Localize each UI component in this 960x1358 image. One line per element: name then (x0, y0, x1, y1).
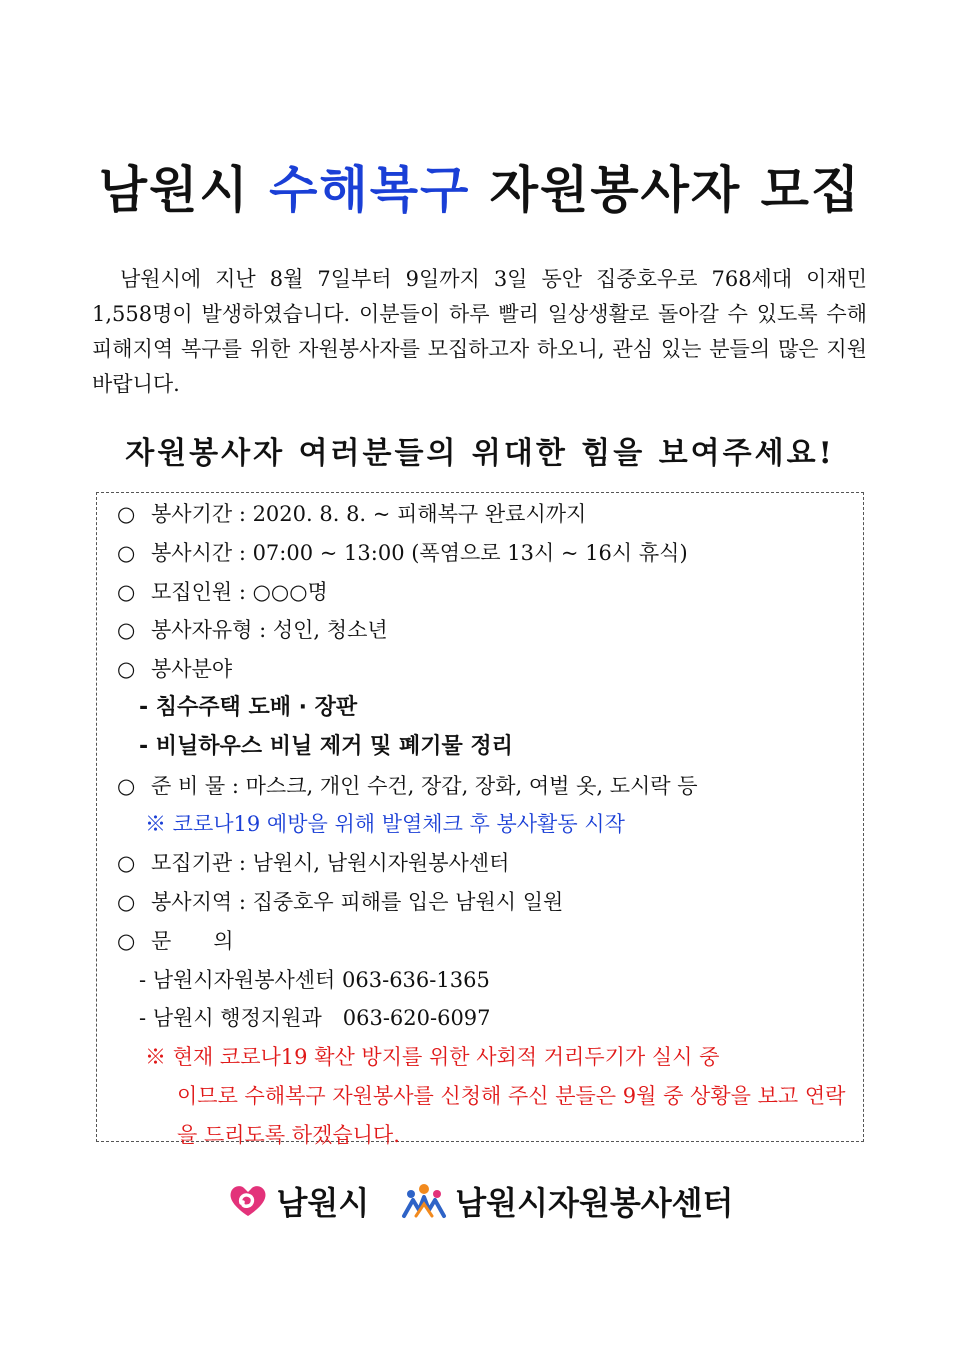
footer-org-2: 남원시자원봉사센터 (455, 1184, 734, 1222)
bullet-icon: ○ (117, 657, 136, 682)
namwon-city-logo (227, 1178, 370, 1224)
bullet-icon: ○ (117, 889, 136, 914)
info-row-area: ○ 봉사지역 : 집중호우 피해를 입은 남원시 일원 (117, 883, 863, 922)
field-item-1: - 침수주택 도배 · 장판 (139, 694, 358, 720)
field-item-2: - 비닐하우스 비닐 제거 및 폐기물 정리 (139, 733, 513, 759)
notice-line-1: ※ 현재 코로나19 확산 방지를 위한 사회적 거리두기가 실시 중 (145, 1045, 720, 1070)
title-part1: 남원시 (98, 161, 250, 219)
volunteer-people-icon (401, 1182, 447, 1220)
slogan: 자원봉사자 여러분들의 위대한 힘을 보여주세요! (125, 436, 835, 471)
bullet-icon: ○ (117, 502, 136, 526)
covid-note: ※ 코로나19 예방을 위해 발열체크 후 봉사활동 시작 (145, 812, 625, 837)
intro-paragraph: 남원시에 지난 8월 7일부터 9일까지 3일 동안 집중호우로 768세대 이재민 1,558명이 발생하였습니다. 이분들이 하루 빨리 일상생활로 돌아갈 수 있도록 수해 피해지역 복구를 위한 자원봉사자를 모집하고자 하오니, 관심 있는 분들의 많은 지원 바랍니다. (92, 267, 867, 396)
info-row-inquiry: ○ 문 의 (117, 922, 863, 961)
bullet-icon: ○ (117, 928, 136, 953)
page-title (0, 150, 960, 222)
info-row-supplies: ○ 준 비 물 : 마스크, 개인 수건, 장갑, 장화, 여벌 옷, 도시락 등 (117, 767, 863, 806)
contact-1: - 남원시자원봉사센터 063-636-1365 (139, 967, 490, 992)
volunteer-center-logo (401, 1178, 733, 1224)
bullet-icon: ○ (117, 851, 136, 876)
info-box (96, 492, 864, 1147)
notice-rest: 이므로 수해복구 자원봉사를 신청해 주신 분들은 9월 중 상황을 보고 연락을 드리도록 하겠습니다. (177, 1083, 846, 1147)
info-row-agency: ○ 모집기관 : 남원시, 남원시자원봉사센터 (117, 844, 863, 883)
title-part3: 자원봉사자 모집 (489, 161, 862, 219)
info-row-field: ○ 봉사분야 (117, 650, 863, 689)
contact-2: - 남원시 행정지원과 063-620-6097 (139, 1006, 491, 1031)
info-row-type: ○ 봉사자유형 : 성인, 청소년 (117, 611, 863, 650)
bullet-icon: ○ (117, 773, 136, 798)
bullet-icon: ○ (117, 579, 136, 604)
info-row-recruit: ○ 모집인원 : ○○○명 (117, 573, 863, 612)
footer-org-1: 남원시 (276, 1184, 370, 1222)
footer-logos (0, 1178, 960, 1224)
title-highlight: 수해복구 (269, 161, 471, 219)
bullet-icon: ○ (117, 540, 136, 565)
info-row-period: ○ 봉사기간 : 2020. 8. 8. ~ 피해복구 완료시까지 (117, 495, 863, 534)
bullet-icon: ○ (117, 618, 136, 643)
namwon-heart-icon (227, 1183, 269, 1219)
info-row-time: ○ 봉사시간 : 07:00 ~ 13:00 (폭염으로 13시 ~ 16시 휴식) (117, 534, 863, 573)
notice-mark: ※ (145, 1045, 166, 1070)
